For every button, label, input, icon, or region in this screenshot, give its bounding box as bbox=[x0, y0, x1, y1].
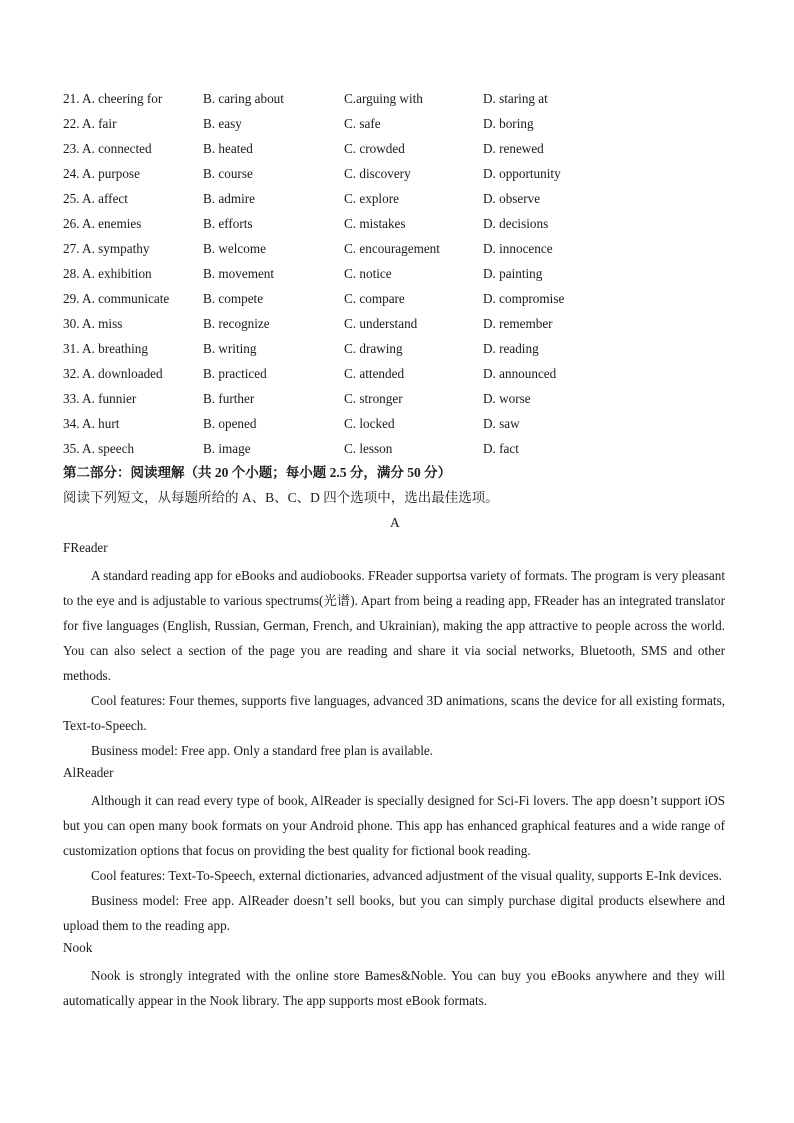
option-choice-b: B. course bbox=[203, 166, 253, 181]
option-choice-b: B. heated bbox=[203, 141, 253, 156]
option-choice-a: 23. A. connected bbox=[63, 141, 152, 156]
freader-description: A standard reading app for eBooks and audiobooks. FReader supportsa variety of formats. The program is very pleasant to the eye and is adjustable to various spectrums(光谱). Apart from being a reading app, FReader has an integrated translator for five languages (English, Russian, German, French, and Ukrainian), making the app attractive to people across the world. You can also select a section of the page you are reading and share it via social networks, Bluetooth, SMS and other methods. bbox=[63, 568, 725, 683]
nook-description: Nook is strongly integrated with the online store Bames&Noble. You can buy you eBooks anywhere and they will automatically appear in the Nook library. The app supports most eBook formats. bbox=[63, 968, 725, 1008]
option-choice-b: B. image bbox=[203, 441, 251, 456]
option-choice-c: C. discovery bbox=[344, 166, 411, 181]
option-choice-c: C. encouragement bbox=[344, 241, 440, 256]
option-row bbox=[63, 389, 743, 414]
option-choice-d: D. painting bbox=[483, 266, 543, 281]
option-choice-b: B. practiced bbox=[203, 366, 267, 381]
option-choice-d: D. reading bbox=[483, 341, 539, 356]
option-choice-a: 30. A. miss bbox=[63, 316, 123, 331]
option-choice-b: B. writing bbox=[203, 341, 257, 356]
option-choice-d: D. remember bbox=[483, 316, 553, 331]
alreader-description: Although it can read every type of book, AlReader is specially designed for Sci-Fi lovers. The app doesn’t support iOS but you can open many book formats on your Android phone. This app has enhanced graphical features and a wide range of customization options that focus on providing the best quality for fictional book reading. bbox=[63, 793, 725, 858]
option-row bbox=[63, 264, 743, 289]
option-choice-d: D. fact bbox=[483, 441, 519, 456]
option-choice-b: B. movement bbox=[203, 266, 275, 281]
option-row bbox=[63, 239, 743, 264]
option-row bbox=[63, 414, 743, 439]
option-choice-a: 21. A. cheering for bbox=[63, 91, 163, 106]
option-choice-c: C. attended bbox=[344, 366, 405, 381]
reading-instructions: 阅读下列短文，从每题所给的 A、B、C、D 四个选项中，选出最佳选项。 bbox=[63, 490, 499, 505]
option-choice-d: D. innocence bbox=[483, 241, 553, 256]
option-choice-d: D. opportunity bbox=[483, 166, 561, 181]
option-choice-d: D. decisions bbox=[483, 216, 549, 231]
option-row bbox=[63, 89, 743, 114]
option-choice-d: D. worse bbox=[483, 391, 531, 406]
option-row bbox=[63, 139, 743, 164]
option-choice-c: C. compare bbox=[344, 291, 405, 306]
option-row bbox=[63, 439, 743, 464]
option-choice-d: D. staring at bbox=[483, 91, 548, 106]
app-name-nook: Nook bbox=[63, 940, 93, 955]
option-choice-c: C. safe bbox=[344, 116, 381, 131]
option-choice-a: 28. A. exhibition bbox=[63, 266, 152, 281]
option-choice-a: 31. A. breathing bbox=[63, 341, 148, 356]
option-choice-c: C.arguing with bbox=[344, 91, 423, 106]
option-choice-c: C. notice bbox=[344, 266, 392, 281]
option-choice-c: C. drawing bbox=[344, 341, 403, 356]
option-choice-d: D. compromise bbox=[483, 291, 565, 306]
alreader-features: Cool features: Text-To-Speech, external dictionaries, advanced adjustment of the visual quality, supports E-Ink devices. bbox=[91, 868, 722, 883]
freader-business-model: Business model: Free app. Only a standard free plan is available. bbox=[91, 743, 434, 758]
option-choice-d: D. saw bbox=[483, 416, 520, 431]
cloze-options-table bbox=[63, 89, 743, 464]
option-choice-c: C. mistakes bbox=[344, 216, 406, 231]
option-choice-a: 25. A. affect bbox=[63, 191, 128, 206]
part-two-heading: 第二部分：阅读理解（共 20 个小题；每小题 2.5 分，满分 50 分） bbox=[63, 465, 452, 480]
option-choice-a: 33. A. funnier bbox=[63, 391, 137, 406]
option-choice-c: C. explore bbox=[344, 191, 399, 206]
option-row bbox=[63, 314, 743, 339]
passage-a bbox=[63, 538, 725, 1013]
option-choice-b: B. admire bbox=[203, 191, 256, 206]
option-choice-d: D. renewed bbox=[483, 141, 544, 156]
option-choice-a: 26. A. enemies bbox=[63, 216, 142, 231]
app-name-alreader: AlReader bbox=[63, 765, 114, 780]
passage-letter: A bbox=[390, 515, 400, 530]
option-row bbox=[63, 189, 743, 214]
option-choice-c: C. crowded bbox=[344, 141, 405, 156]
option-row bbox=[63, 114, 743, 139]
option-choice-a: 24. A. purpose bbox=[63, 166, 140, 181]
option-row bbox=[63, 364, 743, 389]
option-row bbox=[63, 214, 743, 239]
freader-features: Cool features: Four themes, supports five languages, advanced 3D animations, scans the device for all existing formats, Text-to-Speech. bbox=[63, 693, 725, 733]
alreader-business-model: Business model: Free app. AlReader doesn’t sell books, but you can simply purchase digital products elsewhere and upload them to the reading app. bbox=[63, 893, 725, 933]
option-choice-a: 35. A. speech bbox=[63, 441, 135, 456]
option-choice-c: C. locked bbox=[344, 416, 395, 431]
option-row bbox=[63, 289, 743, 314]
option-choice-d: D. announced bbox=[483, 366, 557, 381]
option-choice-b: B. opened bbox=[203, 416, 257, 431]
option-choice-a: 27. A. sympathy bbox=[63, 241, 150, 256]
option-row bbox=[63, 339, 743, 364]
option-row bbox=[63, 164, 743, 189]
app-name-freader: FReader bbox=[63, 540, 108, 555]
option-choice-d: D. boring bbox=[483, 116, 534, 131]
option-choice-b: B. easy bbox=[203, 116, 242, 131]
option-choice-c: C. understand bbox=[344, 316, 418, 331]
option-choice-b: B. compete bbox=[203, 291, 264, 306]
option-choice-d: D. observe bbox=[483, 191, 541, 206]
option-choice-b: B. recognize bbox=[203, 316, 270, 331]
option-choice-a: 34. A. hurt bbox=[63, 416, 120, 431]
option-choice-a: 32. A. downloaded bbox=[63, 366, 163, 381]
option-choice-b: B. efforts bbox=[203, 216, 253, 231]
option-choice-b: B. caring about bbox=[203, 91, 284, 106]
option-choice-b: B. welcome bbox=[203, 241, 266, 256]
option-choice-b: B. further bbox=[203, 391, 255, 406]
option-choice-a: 29. A. communicate bbox=[63, 291, 170, 306]
option-choice-a: 22. A. fair bbox=[63, 116, 117, 131]
option-choice-c: C. stronger bbox=[344, 391, 403, 406]
option-choice-c: C. lesson bbox=[344, 441, 393, 456]
